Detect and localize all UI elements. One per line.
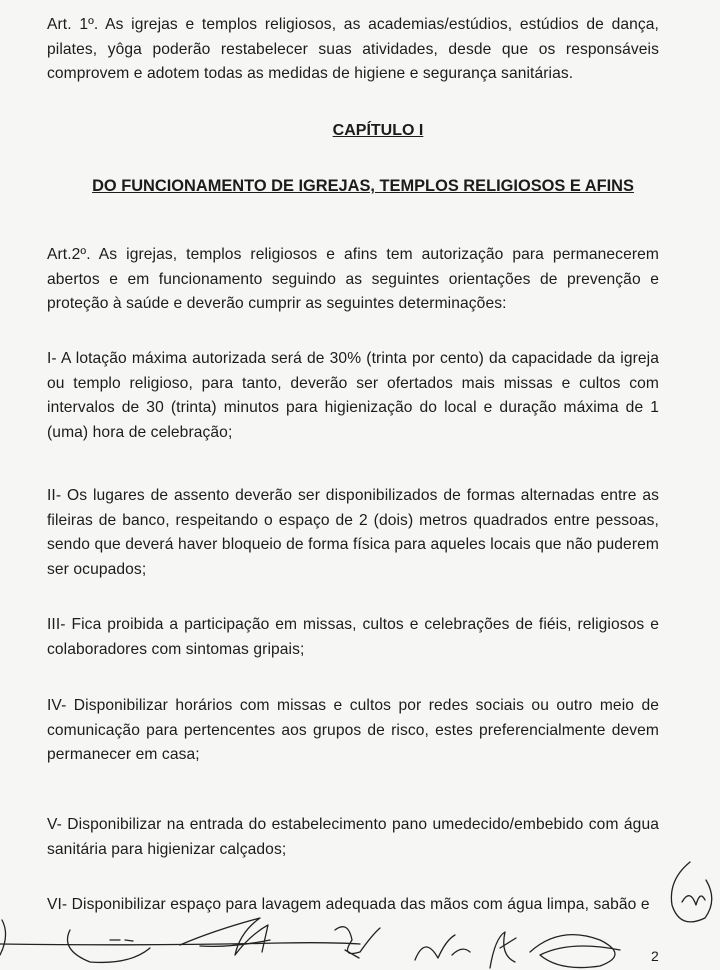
- signature-4: [415, 935, 470, 960]
- page-number: 2: [651, 948, 659, 964]
- signature-2: [180, 918, 270, 955]
- item-i: I- A lotação máxima autorizada será de 30% (trinta por cento) da capacidade da igreja ou templo religioso, para tanto, deverão ser ofertados mais missas e cultos com intervalos de 30 (trinta) minutos para higienização do local e duração máxima de 1 (uma) hora de celebração;: [47, 350, 659, 441]
- chapter-subtitle: DO FUNCIONAMENTO DE IGREJAS, TEMPLOS RELIGIOSOS E AFINS: [92, 177, 634, 195]
- article-2: Art.2º. As igrejas, templos religiosos e afins tem autorização para permanecerem abertos e em funcionamento seguindo as seguintes orientações de prevenção e proteção à saúde e deverão cumprir as seguintes determinações:: [47, 246, 659, 312]
- article-1: Art. 1º. As igrejas e templos religiosos, as academias/estúdios, estúdios de dança, pilates, yôga poderão restabelecer suas atividades, desde que os responsáveis comprovem e adotem todas as medidas de higiene e segurança sanitárias.: [47, 16, 659, 82]
- item-vi: VI- Disponibilizar espaço para lavagem adequada das mãos com água limpa, sabão e: [47, 896, 650, 913]
- chapter-title: CAPÍTULO I: [332, 122, 424, 139]
- item-iii: III- Fica proibida a participação em missas, cultos e celebrações de fiéis, religiosos e colaboradores com sintomas gripais;: [47, 616, 659, 658]
- signature-7: [671, 862, 711, 922]
- signature-3: [335, 927, 380, 958]
- item-iv: IV- Disponibilizar horários com missas e cultos por redes sociais ou outro meio de comunicação para pertencentes aos grupos de risco, estes preferencialmente devem permanecer em casa;: [47, 697, 659, 763]
- signature-line: [0, 943, 360, 945]
- item-v: V- Disponibilizar na entrada do estabelecimento pano umedecido/embebido com água sanitária para higienizar calçados;: [47, 816, 659, 858]
- signature-5: [490, 932, 516, 968]
- signature-1: [0, 920, 150, 962]
- item-ii: II- Os lugares de assento deverão ser disponibilizados de formas alternadas entre as fileiras de banco, respeitando o espaço de 2 (dois) metros quadrados entre pessoas, sendo que deverá haver bloqueio de forma física para aqueles locais que não puderem ser ocupados;: [47, 487, 659, 578]
- signature-6: [530, 935, 620, 968]
